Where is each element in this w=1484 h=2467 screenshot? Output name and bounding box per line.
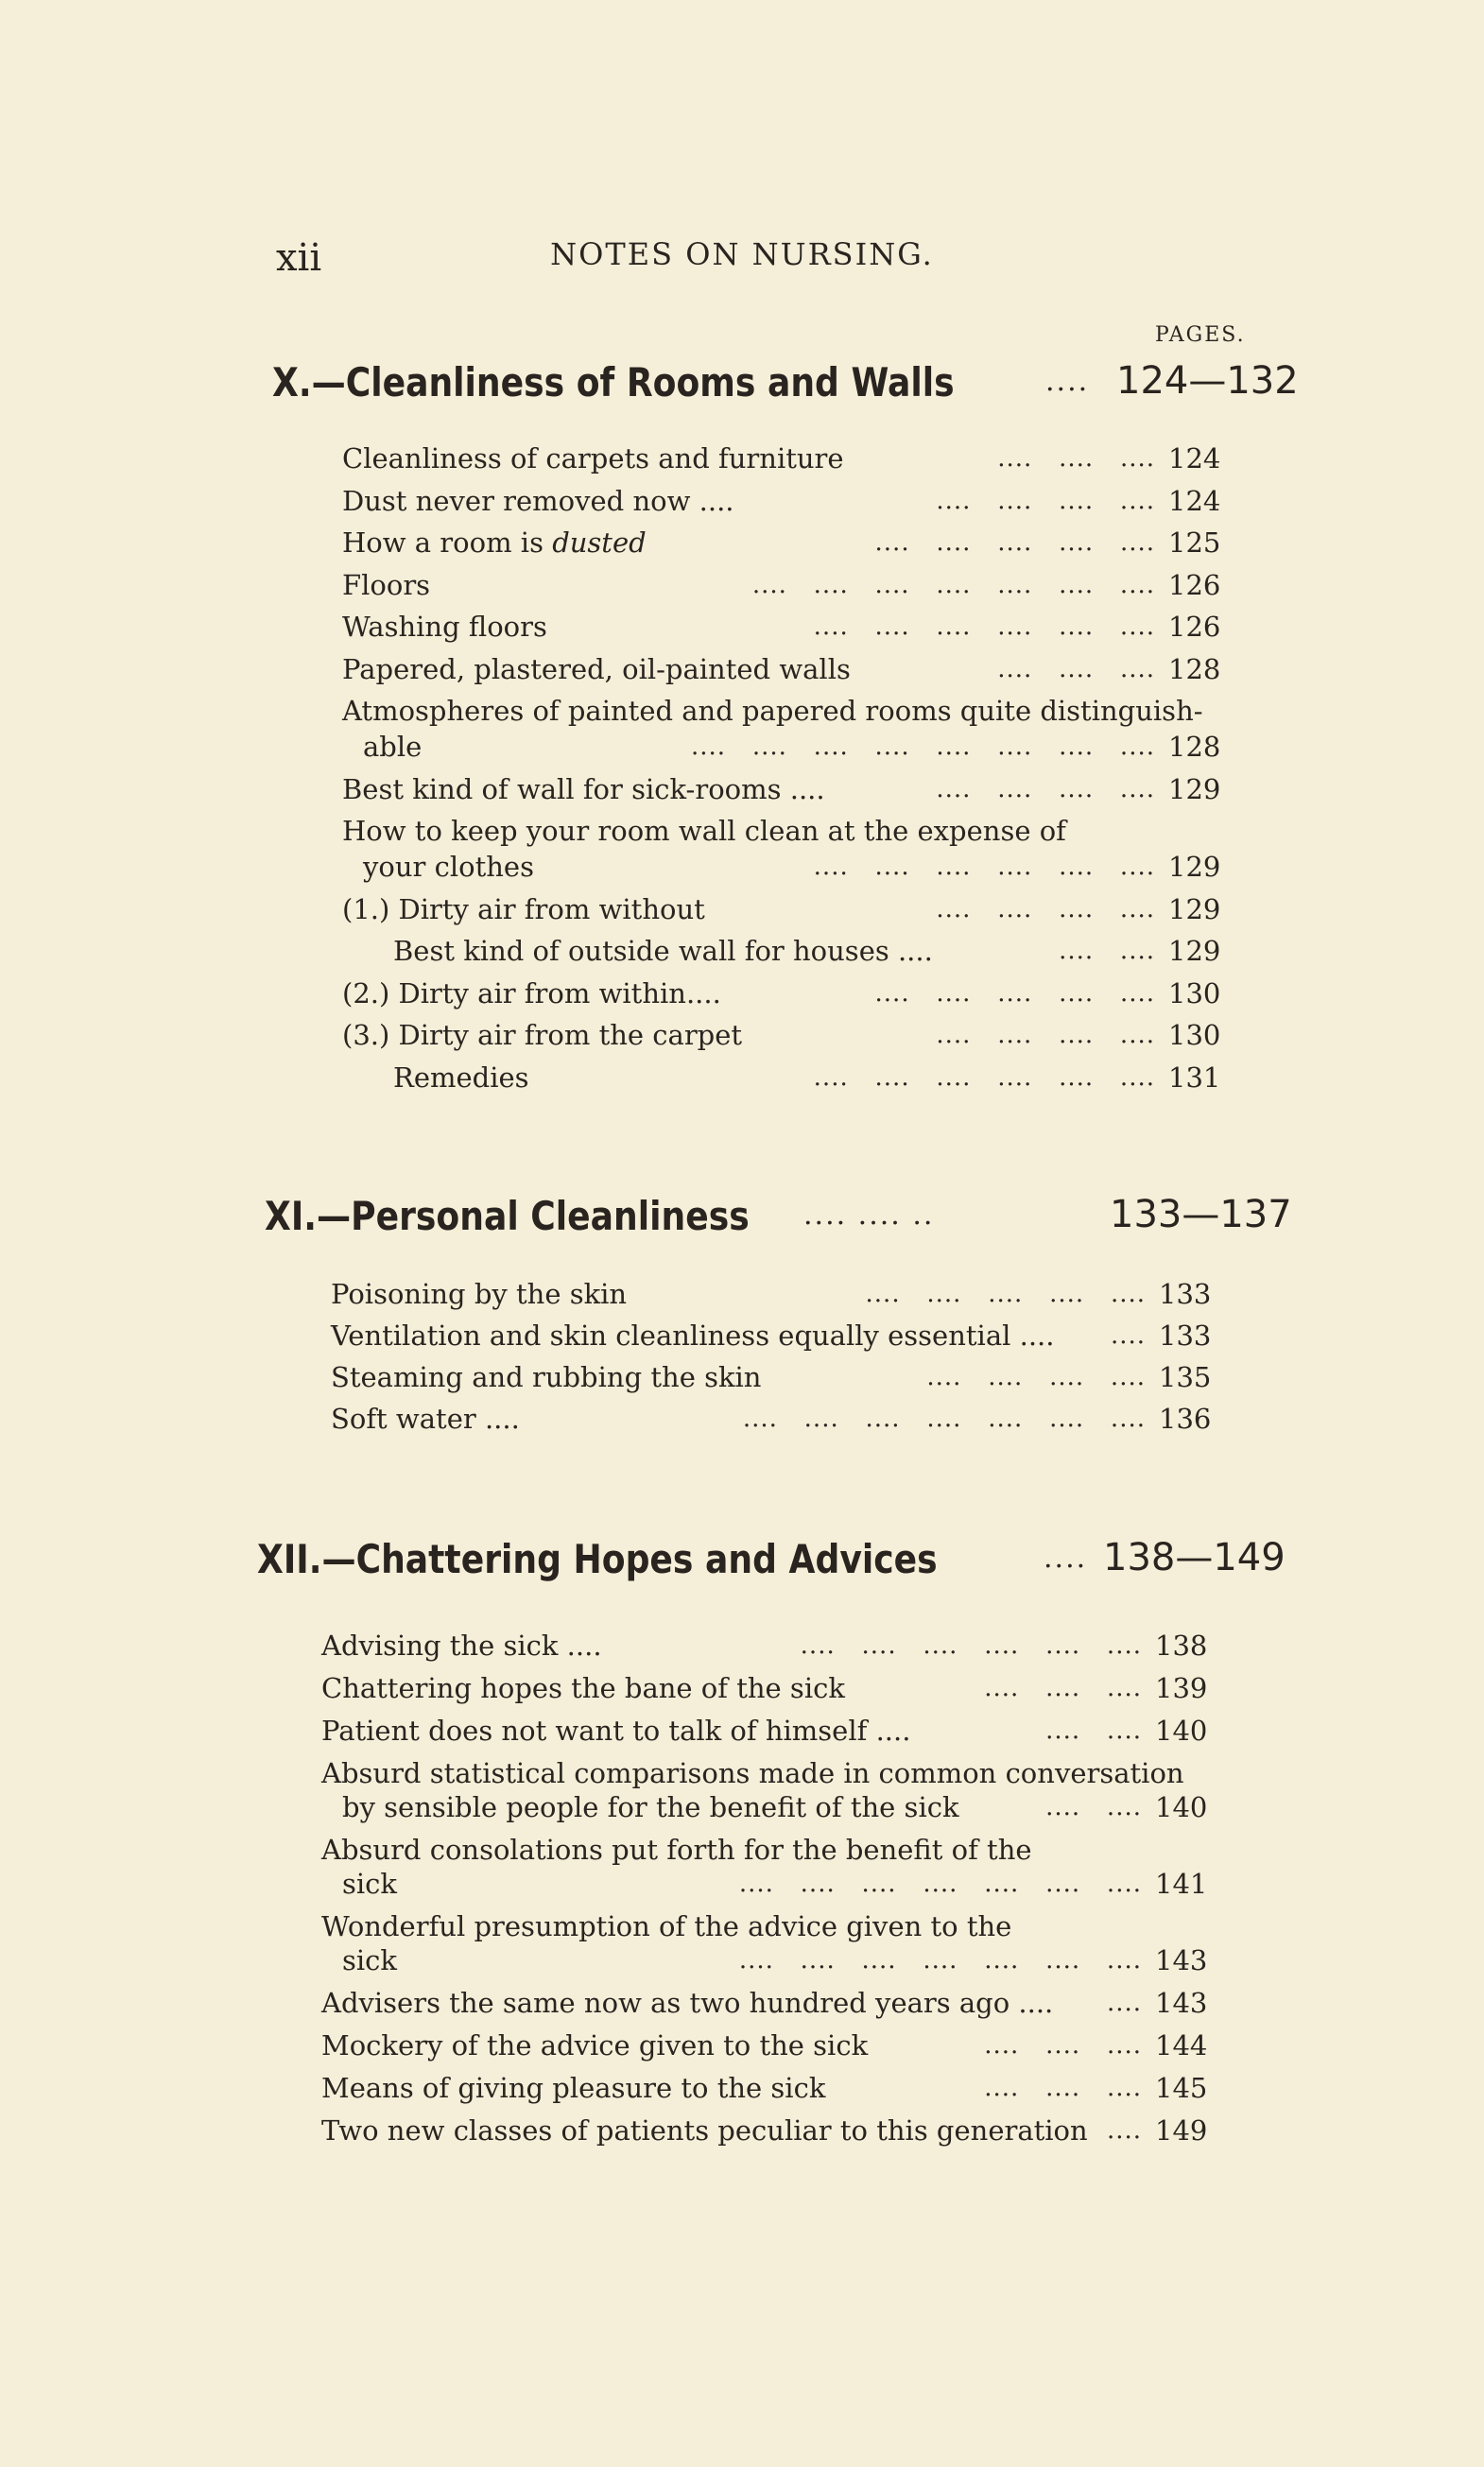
section-leader: .... .... .. [803, 1199, 935, 1232]
dot-leader: .... .... .... .... .... .... .... [751, 571, 1155, 599]
entry-text: Advisers the same now as two hundred years ago .... [321, 1987, 1054, 2019]
entry-page-number: 124 [1168, 485, 1221, 517]
entry-page-number: 144 [1155, 2029, 1208, 2062]
section-heading [257, 1536, 1297, 1593]
entry-text: your clothes [363, 851, 534, 883]
entry-page-number: 133 [1159, 1320, 1212, 1352]
section-heading [272, 359, 1312, 416]
entry-page-number: 126 [1168, 569, 1221, 601]
entry-page-number: 143 [1155, 1987, 1208, 2019]
entry-text: Floors [342, 569, 431, 601]
section-leader: .... [1045, 365, 1090, 398]
entry-text: Steaming and rubbing the skin [331, 1361, 762, 1393]
dot-leader: .... .... .... .... .... .... .... [738, 1870, 1142, 1898]
section-page-range: 133—137 [1110, 1193, 1292, 1236]
entry-page-number: 129 [1168, 935, 1221, 967]
entry-text: Washing floors [342, 611, 547, 643]
entry-text: How to keep your room wall clean at the expense of [342, 815, 1066, 847]
section-title: X.—Cleanliness of Rooms and Walls [272, 359, 955, 405]
entry-text: Wonderful presumption of the advice given to the [321, 1910, 1012, 1942]
entry-page-number: 133 [1159, 1278, 1212, 1310]
running-header [0, 236, 1484, 293]
dot-leader: .... [1106, 1989, 1142, 2017]
entry-text [342, 525, 647, 561]
section-leader: .... [1044, 1542, 1088, 1575]
dot-leader: .... .... .... .... .... [874, 979, 1155, 1008]
entry-page-number: 130 [1168, 977, 1221, 1009]
entry-text: able [363, 731, 423, 763]
entry-page-number: 129 [1168, 773, 1221, 805]
dot-leader: .... .... [1045, 1793, 1142, 1821]
dot-leader: .... .... .... .... .... [865, 1280, 1146, 1308]
entry-text: (2.) Dirty air from within.... [342, 977, 721, 1009]
entry-page-number: 128 [1168, 653, 1221, 685]
entry-text: Two new classes of patients peculiar to this generation [321, 2114, 1088, 2147]
dot-leader: .... .... .... .... .... .... .... [742, 1405, 1146, 1433]
entry-text: (3.) Dirty air from the carpet [342, 1019, 743, 1051]
entry-page-number: 140 [1155, 1791, 1208, 1823]
entry-text: by sensible people for the benefit of the sick [342, 1791, 959, 1823]
entry-text: sick [342, 1868, 397, 1900]
entry-text: Cleanliness of carpets and furniture [342, 442, 844, 474]
entry-text: Remedies [393, 1061, 529, 1094]
dot-leader: .... .... .... .... .... .... [813, 853, 1155, 881]
dot-leader: .... .... .... [997, 655, 1155, 683]
entry-text: Means of giving pleasure to the sick [321, 2072, 826, 2104]
entry-text: Best kind of outside wall for houses .... [393, 935, 933, 967]
dot-leader: .... .... .... .... [936, 487, 1155, 515]
dot-leader: .... .... .... [984, 2074, 1142, 2102]
section-heading [265, 1193, 1304, 1250]
entry-text: (1.) Dirty air from without [342, 893, 705, 925]
entry-text: Chattering hopes the bane of the sick [321, 1672, 845, 1704]
entry-page-number: 143 [1155, 1944, 1208, 1976]
dot-leader: .... .... .... [984, 2031, 1142, 2060]
entry-text: Papered, plastered, oil-painted walls [342, 653, 851, 685]
dot-leader: .... .... [1059, 937, 1155, 965]
page-number: xii [276, 236, 322, 280]
dot-leader: .... .... .... .... .... .... .... [738, 1946, 1142, 1975]
entry-page-number: 129 [1168, 893, 1221, 925]
entry-page-number: 124 [1168, 442, 1221, 474]
dot-leader: .... .... .... .... [936, 775, 1155, 803]
section-page-range: 138—149 [1103, 1536, 1286, 1579]
dot-leader: .... .... [1045, 1717, 1142, 1745]
entry-text-part: How a room is [342, 526, 553, 559]
entry-text: sick [342, 1944, 397, 1976]
entry-page-number: 141 [1155, 1868, 1208, 1900]
entry-text: Advising the sick .... [321, 1630, 602, 1662]
entry-text-emphasis: dusted [552, 526, 647, 559]
entry-text: Absurd statistical comparisons made in common conversation [321, 1757, 1184, 1789]
entry-page-number: 149 [1155, 2114, 1208, 2147]
entry-page-number: 145 [1155, 2072, 1208, 2104]
dot-leader: .... .... .... .... .... .... [800, 1631, 1142, 1660]
dot-leader: .... .... .... .... .... [874, 528, 1155, 557]
entry-text: Soft water .... [331, 1403, 520, 1435]
dot-leader: .... .... .... .... .... .... [813, 1063, 1155, 1092]
pages-column-label: PAGES. [1155, 323, 1246, 347]
entry-page-number: 129 [1168, 851, 1221, 883]
entry-page-number: 125 [1168, 526, 1221, 559]
entry-page-number: 139 [1155, 1672, 1208, 1704]
section-title: XI.—Personal Cleanliness [265, 1193, 750, 1239]
entry-page-number: 135 [1159, 1361, 1212, 1393]
dot-leader: .... [1106, 2116, 1142, 2145]
entry-page-number: 140 [1155, 1715, 1208, 1747]
entry-text: Poisoning by the skin [331, 1278, 628, 1310]
entry-text: Absurd consolations put forth for the benefit of the [321, 1834, 1032, 1866]
dot-leader: .... [1110, 1321, 1146, 1350]
entry-page-number: 126 [1168, 611, 1221, 643]
book-title: NOTES ON NURSING. [550, 236, 934, 272]
entry-page-number: 130 [1168, 1019, 1221, 1051]
entry-page-number: 128 [1168, 731, 1221, 763]
dot-leader: .... .... .... .... .... .... [813, 612, 1155, 641]
entry-text: Atmospheres of painted and papered rooms quite distinguish- [342, 695, 1203, 727]
entry-text: Patient does not want to talk of himself .... [321, 1715, 911, 1747]
entry-page-number: 136 [1159, 1403, 1212, 1435]
entry-text: Best kind of wall for sick-rooms .... [342, 773, 825, 805]
dot-leader: .... .... .... .... [926, 1363, 1146, 1391]
entry-text: Ventilation and skin cleanliness equally essential .... [331, 1320, 1055, 1352]
entry-page-number: 131 [1168, 1061, 1221, 1094]
dot-leader: .... .... .... [997, 444, 1155, 473]
section-page-range: 124—132 [1116, 359, 1299, 403]
entry-page-number: 138 [1155, 1630, 1208, 1662]
entry-text: Dust never removed now .... [342, 485, 734, 517]
dot-leader: .... .... .... .... .... .... .... .... [690, 733, 1155, 761]
entry-text: Mockery of the advice given to the sick [321, 2029, 869, 2062]
dot-leader: .... .... .... .... [936, 1021, 1155, 1049]
dot-leader: .... .... .... .... [936, 895, 1155, 923]
dot-leader: .... .... .... [984, 1674, 1142, 1702]
section-title: XII.—Chattering Hopes and Advices [257, 1536, 938, 1582]
